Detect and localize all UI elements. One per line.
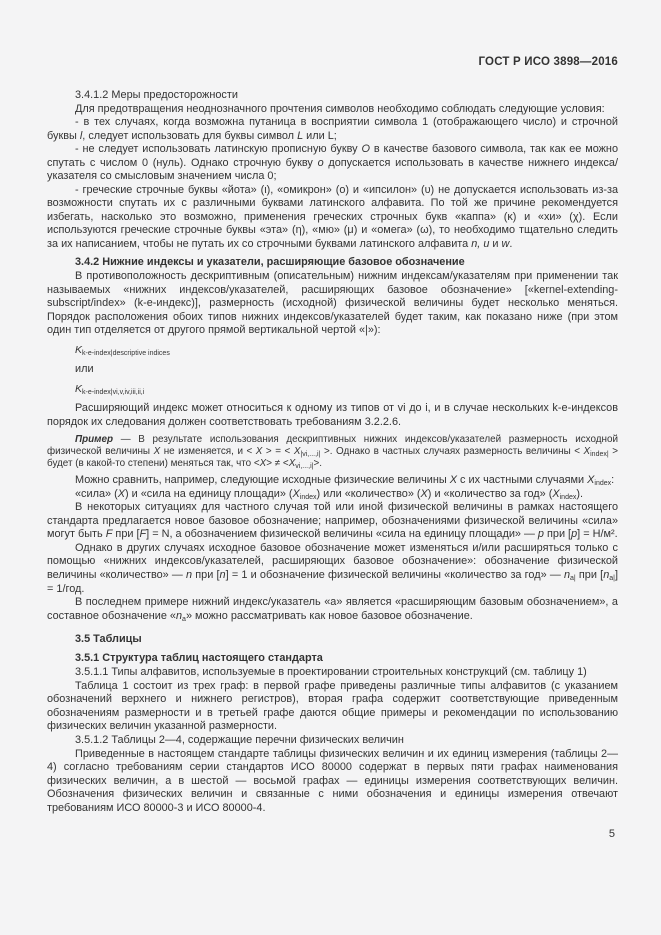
paragraph: Таблица 1 состоит из трех граф: в первой графе приведены различные типы алфавитов (с указанием обозначений верхнего и нижнего регистров), вторая графа содержит соответствующие приведенным обозначениям размерности и в третьей графе даются общие примеры и рекомендации по использованию физических величин указанной размерности.	[47, 679, 618, 733]
paragraph: В некоторых ситуациях для частного случая той или иной физической величины в рамках настоящего стандарта предлагается новое базовое обозначение; например, обозначениями физической величины «сила» могут быть F при [F] = N, а обозначением физической величины «сила на единицу площади» — p при [p] = Н/м².	[47, 501, 618, 541]
paragraph: Приведенные в настоящем стандарте таблицы физических величин и их единиц измерения (таблицы 2—4) согласно требованиям серии стандартов ИСО 80000 содержат в первых пяти графах наименования физических величин, а в шестой — восьмой графах — единицы измерения соответствующих величин. Обозначения физических величин и связанные с ними обозначения и единицы измерения отвечают требованиям ИСО 80000-3 и ИСО 80000-4.	[47, 747, 618, 814]
paragraph: В противоположность дескриптивным (описательным) нижним индексам/указателям при применении так называемых «нижних индексов/указателей, расширяющих базовое обозначение» [«kernel-extending-subscript/index» (k-e-индекс)], размерность (исходной) физической величины будет несколько меняться. Порядок расположения обоих типов нижних индексов/указателей будет таким, как показано ниже (при этом один тип отделяется от другого прямой вертикальной чертой «|»):	[47, 270, 618, 337]
list-item: - не следует использовать латинскую прописную букву O в качестве базового символа, так как ее можно спутать с числом 0 (нуль). Однако строчную букву o допускается использовать в качестве нижнего индекса/указателя со смысловым значением числа 0;	[47, 143, 618, 183]
clause-35-heading: 3.5 Таблицы	[75, 633, 142, 646]
page-content	[47, 89, 618, 815]
list-item: - в тех случаях, когда возможна путаница в восприятии символа 1 (отображающего число) и строчной буквы l, следует использовать для буквы символ L или L;	[47, 116, 618, 142]
page-number: 5	[608, 828, 615, 841]
clause-3512-title: 3.5.1.2 Таблицы 2—4, содержащие перечни физических величин	[75, 734, 404, 747]
example-paragraph: Пример — В результате использования дескриптивных нижних индексов/указателей размерность исходной физической величины X не изменяется, и < X > = < $X_{|vi,...,i|}$ >. Однако в частных случаях размерность величины < $X_{index|}$ > будет (в какой-то степени) меняться так, что $<X> \ne <X_{vi,...,i|}>$.	[47, 433, 618, 470]
paragraph: Можно сравнить, например, следующие исходные физические величины X с их частными случаями $X_{index}$:	[75, 474, 615, 488]
clause-3412-title: 3.4.1.2 Меры предосторожности	[75, 89, 238, 101]
list-item: - греческие строчные буквы «йота» (ι), «омикрон» (ο) и «ипсилон» (υ) не допускается использовать из-за возможности спутать их с различными буквами латинского алфавита. По той же причине рекомендуется избегать, насколько это возможно, применения греческих строчных букв «каппа» (κ) и «хи» (χ). Если используются греческие строчные буквы «эта» (η), «мю» (μ) и «омега» (ω), то необходимо тщательно следить за их написанием, чтобы не путать их со строчными буквами латинского алфавита n, u и w.	[47, 183, 618, 251]
paragraph: Расширяющий индекс может относиться к одному из типов от vi до i, и в случае нескольких k-e-индексов порядок их следования должен соответствовать требованиям 3.2.2.6.	[47, 402, 618, 429]
formula: $K_{k-e-index|vi,v,iv,iii,ii,i}$	[75, 382, 145, 396]
running-header: ГОСТ Р ИСО 3898—2016	[478, 56, 618, 68]
paragraph: Однако в других случаях исходное базовое обозначение может изменяться и/или расширяться только с помощью «нижних индексов/указателей, расширяющих базовое обозначение»: обозначение физической величины «количество» — n при [n] = 1 и обозначение физической величины «количество за год» — $n_{a|}$ при $[n_{a|}] = 1/год$.	[47, 541, 618, 595]
paragraph: В последнем примере нижний индекс/указатель «а» является «расширяющим базовым обозначением», а составное обозначение «$n_a$» можно рассматривать как новое базовое обозначение.	[47, 596, 618, 623]
clause-342-heading: 3.4.2 Нижние индексы и указатели, расширяющие базовое обозначение	[75, 255, 465, 268]
paragraph: «сила» (X) и «сила на единицу площади» $(X_{index})$ или «количество» (X) и «количество за год» $(X_{index})$.	[75, 487, 584, 501]
formula: $K_{k-e-index|descriptive indices}$	[75, 343, 170, 357]
clause-3511-title: 3.5.1.1 Типы алфавитов, используемые в проектировании строительных конструкций (см. таблицу 1)	[75, 666, 587, 679]
paragraph: или	[75, 363, 94, 376]
paragraph: Для предотвращения неоднозначного прочтения символов необходимо соблюдать следующие условия:	[75, 102, 605, 115]
clause-351-heading: 3.5.1 Структура таблиц настоящего стандарта	[75, 651, 323, 664]
